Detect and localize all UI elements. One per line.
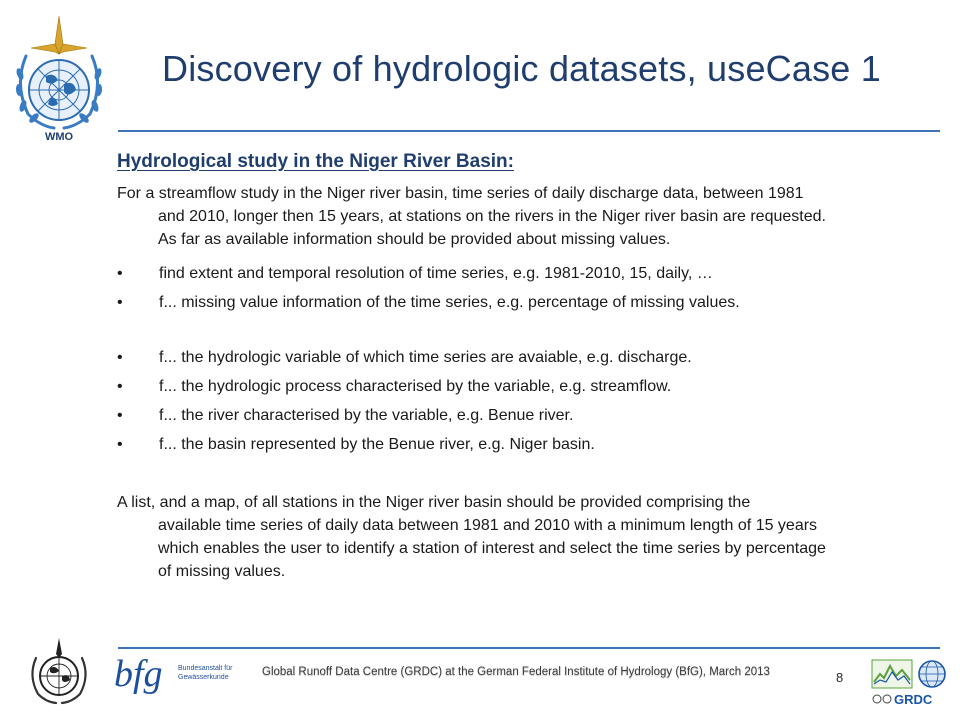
grdc-logo [870, 658, 952, 706]
list-item: • f... the hydrologic process characterised by the variable, e.g. streamflow. [117, 375, 937, 404]
closing-line: A list, and a map, of all stations in the Niger river basin should be provided comprising the [117, 494, 751, 511]
requirement-list [117, 262, 937, 320]
bullet-icon: • [117, 436, 123, 453]
wmo-logo [6, 14, 112, 144]
bullet-icon: • [117, 378, 123, 395]
list-item: • f... the river characterised by the variable, e.g. Benue river. [117, 404, 937, 433]
page-number: 8 [836, 670, 844, 685]
section-heading: Hydrological study in the Niger River Basin: [117, 151, 514, 172]
list-item: • f... the hydrologic variable of which time series are avaiable, e.g. discharge. [117, 346, 937, 375]
footer-credit: Global Runoff Data Centre (GRDC) at the German Federal Institute of Hydrology (BfG), March 2013 [262, 666, 770, 678]
closing-line: of missing values. [158, 563, 286, 580]
list-item: • find extent and temporal resolution of time series, e.g. 1981-2010, 15, daily, … [117, 262, 937, 291]
list-item: • f... the basin represented by the Benue river, e.g. Niger basin. [117, 433, 937, 462]
bfg-logo [112, 650, 248, 696]
variable-list [117, 346, 937, 462]
svg-text:WMO: WMO [44, 131, 74, 143]
closing-line: which enables the user to identify a station of interest and select the time series by percentage [158, 540, 826, 557]
bullet-icon: • [117, 294, 123, 311]
intro-line: As far as available information should be provided about missing values. [158, 231, 671, 248]
footer-wmo-emblem [24, 636, 94, 706]
svg-text:GRDC: GRDC [894, 692, 933, 706]
slide-title: Discovery of hydrologic datasets, useCase 1 [162, 48, 881, 89]
bullet-icon: • [117, 265, 123, 282]
svg-text:bfg: bfg [114, 653, 163, 695]
svg-text:Bundesanstalt für: Bundesanstalt für [178, 665, 233, 672]
intro-line: and 2010, longer then 15 years, at stations on the rivers in the Niger river basin are requested. [158, 208, 826, 225]
bullet-icon: • [117, 349, 123, 366]
footer-divider [118, 647, 940, 649]
bullet-icon: • [117, 407, 123, 424]
intro-paragraph [117, 182, 937, 251]
list-item: • f... missing value information of the time series, e.g. percentage of missing values. [117, 291, 937, 320]
closing-paragraph [117, 491, 937, 583]
intro-line: For a streamflow study in the Niger river basin, time series of daily discharge data, between 1981 [117, 185, 804, 202]
title-divider [118, 130, 940, 132]
closing-line: available time series of daily data between 1981 and 2010 with a minimum length of 15 years [158, 517, 818, 534]
svg-text:Gewässerkunde: Gewässerkunde [178, 674, 229, 681]
